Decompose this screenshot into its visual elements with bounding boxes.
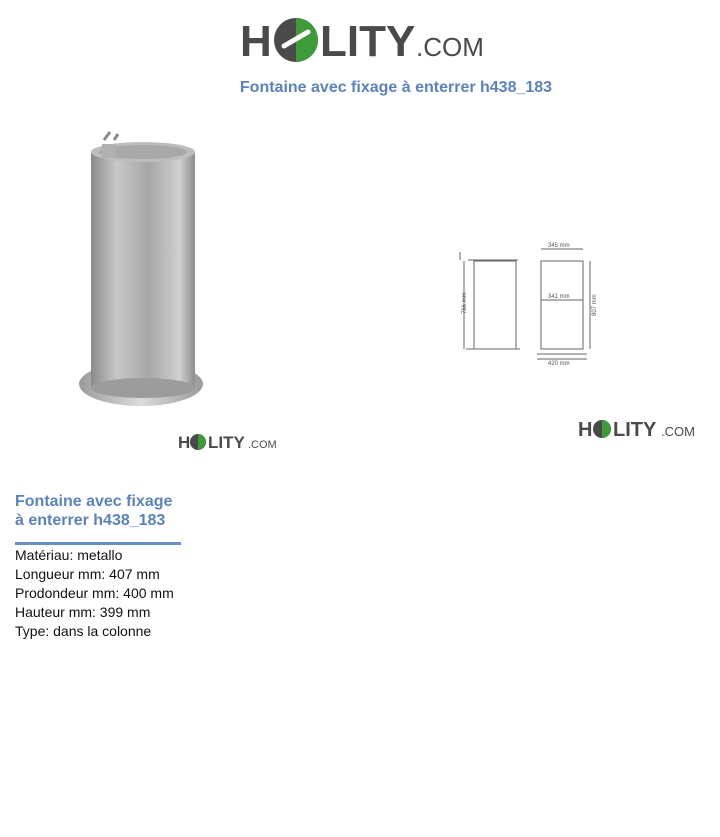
heading-underline <box>15 542 181 545</box>
dim-height-right-label: 807 mm <box>592 294 598 316</box>
dim-height-left-label: 766 mm <box>462 292 468 314</box>
logo-suffix: .COM <box>416 32 484 62</box>
spec-type: Type: dans la colonne <box>15 623 152 639</box>
spec-length: Longueur mm: 407 mm <box>15 566 160 582</box>
svg-text:.COM: .COM <box>661 424 695 439</box>
svg-text:H: H <box>578 419 593 441</box>
product-photo[interactable] <box>10 118 350 458</box>
page-title: Fontaine avec fixage à enterrer h438_183 <box>239 79 553 96</box>
product-heading-line2: à enterrer h438_183 <box>15 512 166 529</box>
spec-height: Hauteur mm: 399 mm <box>15 604 151 620</box>
spec-depth: Prodondeur mm: 400 mm <box>15 585 174 601</box>
dim-bottom-label: 420 mm <box>548 361 570 367</box>
logo-letter-h: H <box>240 17 272 66</box>
fountain-image <box>79 132 203 406</box>
logo-o-icon <box>274 18 318 62</box>
drawing-watermark-logo <box>578 419 695 441</box>
product-heading <box>15 492 195 530</box>
drawing-front-view <box>537 249 590 359</box>
logo-word: LITY <box>320 17 416 66</box>
drawing-side-view <box>460 252 520 349</box>
svg-text:LITY: LITY <box>613 419 657 441</box>
technical-drawing[interactable] <box>380 118 715 448</box>
svg-text:.COM: .COM <box>248 439 277 451</box>
spec-list <box>15 546 174 641</box>
holity-logo[interactable] <box>240 12 490 67</box>
dim-top-label: 345 mm <box>548 243 570 249</box>
photo-watermark-logo <box>178 433 277 452</box>
spec-material: Matériau: metallo <box>15 547 123 563</box>
product-heading-line1: Fontaine avec fixage <box>15 493 173 510</box>
svg-text:H: H <box>178 433 191 452</box>
svg-text:LITY: LITY <box>208 433 245 452</box>
dim-inner-label: 341 mm <box>548 294 570 300</box>
